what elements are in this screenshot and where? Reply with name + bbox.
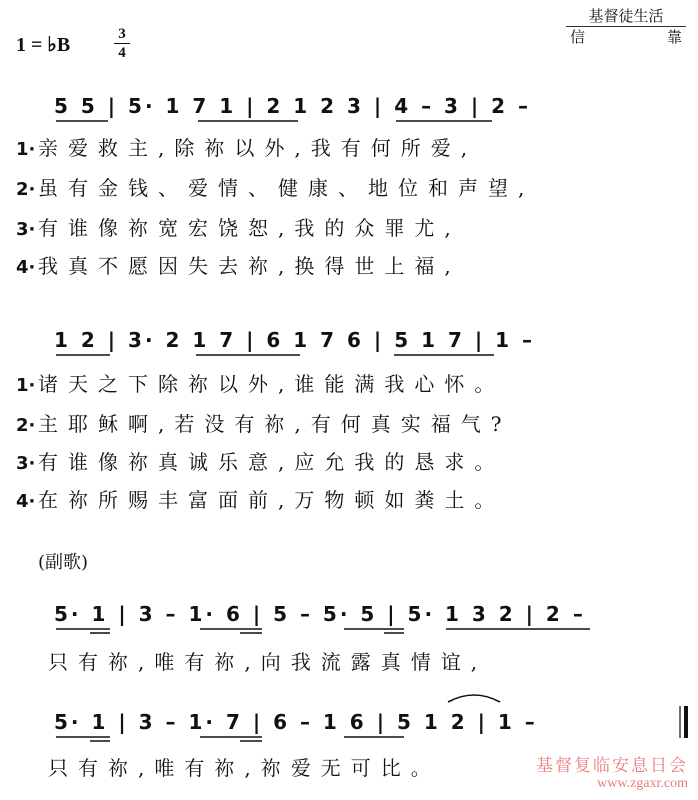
system1-verse4	[16, 252, 461, 282]
chorus-line1-lyrics: 只有祢,唯有祢,向我流露真情谊,	[48, 650, 488, 674]
system1-verse3	[16, 214, 461, 244]
system2-verse1	[16, 370, 504, 400]
verse-text: 有谁像祢真诚乐意,应允我的恳求。	[38, 450, 505, 474]
system2-verse2	[16, 410, 511, 440]
author-char-1: 信	[570, 28, 586, 46]
meter-top: 3	[118, 26, 126, 42]
book-title: 基督徒生活	[588, 7, 664, 25]
chorus-line1-notes: 5· 1 | 3 – 1· 6 | 5 – 5· 5 | 5· 1 3 2 | 2 –	[54, 602, 586, 626]
verse-text: 虽有金钱、爱情、健康、地位和声望,	[38, 176, 535, 200]
verse-number: 3·	[16, 453, 36, 474]
verse-number: 4·	[16, 491, 36, 512]
time-signature	[114, 26, 130, 61]
verse-number: 3·	[16, 219, 36, 240]
meter-bar	[114, 43, 130, 44]
verse-text: 我真不愿因失去祢,换得世上福,	[38, 254, 461, 278]
author-char-2: 靠	[666, 28, 682, 46]
system2-notes: 1 2 | 3· 2 1 7 | 6 1 7 6 | 5 1 7 | 1 –	[54, 328, 535, 352]
chorus-line2-notes: 5· 1 | 3 – 1· 7 | 6 – 1 6 | 5 1 2 | 1 –	[54, 710, 538, 734]
verse-number: 1·	[16, 139, 36, 160]
system1-notes: 5 5 | 5· 1 7 1 | 2 1 2 3 | 4 – 3 | 2 –	[54, 94, 532, 118]
verse-text: 亲爱救主,除祢以外,我有何所爱,	[38, 136, 478, 160]
watermark-line1: 基督复临安息日会	[536, 756, 688, 776]
verse-text: 有谁像祢宽宏饶恕,我的众罪尤,	[38, 216, 461, 240]
verse-number: 2·	[16, 179, 36, 200]
credits	[566, 6, 686, 47]
verse-number: 1·	[16, 375, 36, 396]
system1-verse1	[16, 134, 477, 164]
tie	[448, 695, 500, 702]
author-line	[566, 26, 686, 47]
system1-verse2	[16, 174, 534, 204]
system2-verse4	[16, 486, 504, 516]
verse-text: 诸天之下除祢以外,谁能满我心怀。	[38, 372, 505, 396]
meter-bottom: 4	[118, 45, 126, 61]
chorus-label: (副歌)	[38, 552, 89, 573]
verse-text: 主耶稣啊,若没有祢,有何真实福气?	[38, 412, 512, 436]
system2-verse3	[16, 448, 504, 478]
chorus-line2-lyrics: 只有祢,唯有祢,祢爱无可比。	[48, 756, 441, 780]
key-signature: 1 = ♭B	[16, 34, 71, 56]
verse-number: 2·	[16, 415, 36, 436]
watermark-line2: www.zgaxr.com	[597, 776, 688, 791]
verse-number: 4·	[16, 257, 36, 278]
verse-text: 在祢所赐丰富面前,万物顿如粪土。	[38, 488, 505, 512]
watermark	[536, 751, 688, 792]
